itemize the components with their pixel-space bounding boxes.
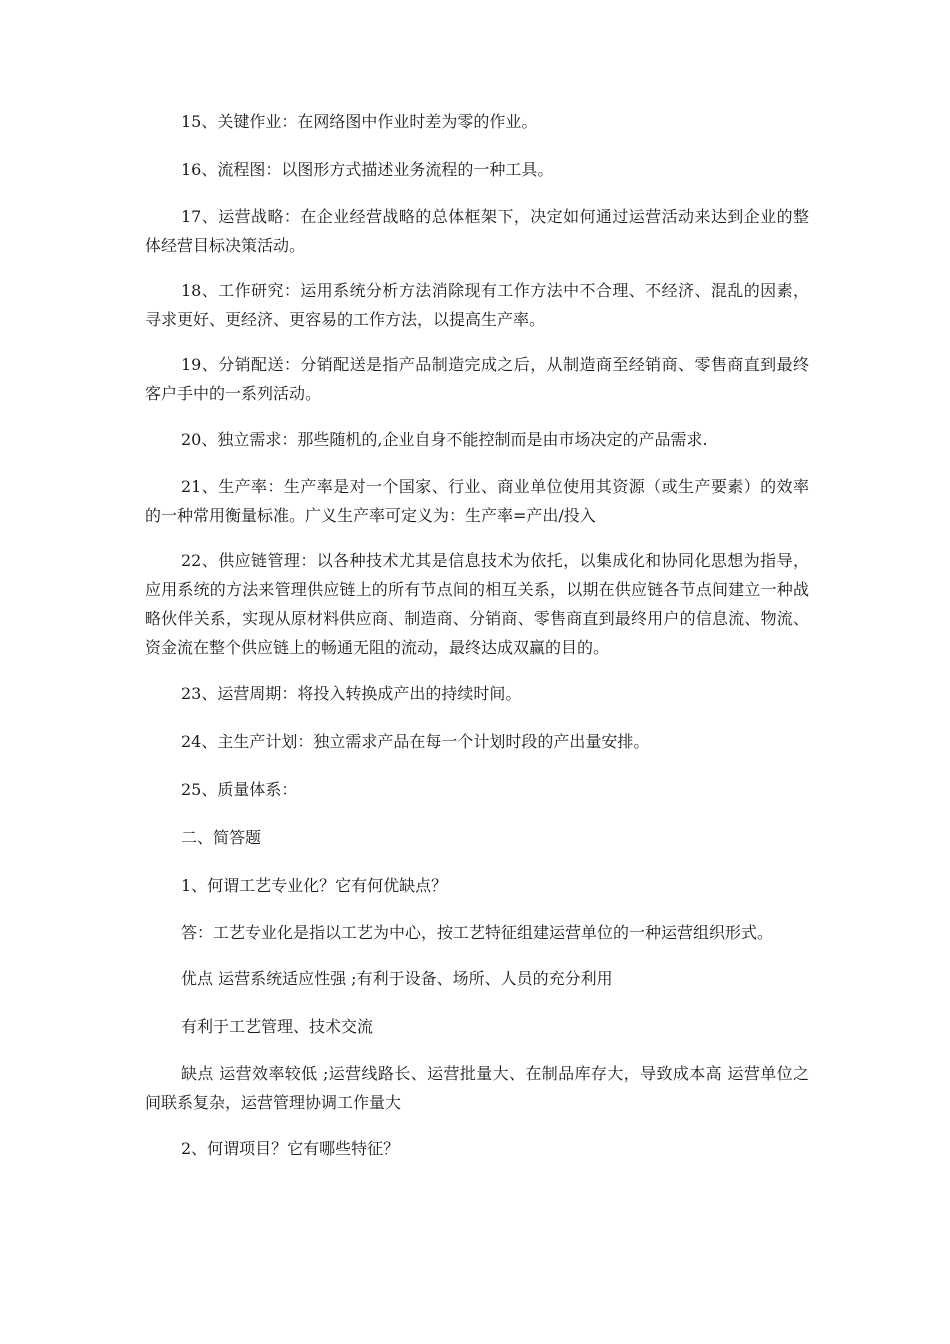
question-1: 1、何谓工艺专业化？它有何优缺点？ <box>181 876 448 895</box>
question-2: 2、何谓项目？它有哪些特征？ <box>181 1139 400 1158</box>
answer-1: 答：工艺专业化是指以工艺为中心，按工艺特征组建运营单位的一种运营组织形式。 <box>181 923 774 942</box>
section-heading-short-answer: 二、简答题 <box>181 828 262 847</box>
paragraph-term-22: 22、供应链管理：以各种技术尤其是信息技术为依托，以集成化和协同化思想为指导，应用系统的方法来管理供应链上的所有节点间的相互关系，以期在供应链各节点间建立一种战略伙伴关系，实现从原材料供应商、制造商、分销商、零售商直到最终用户的信息流、物流、资金流在整个供应链上的畅通无阻的流动，最终达成双赢的目的。 <box>145 551 809 657</box>
paragraph-term-19: 19、分销配送：分销配送是指产品制造完成之后，从制造商至经销商、零售商直到最终客户手中的一系列活动。 <box>145 355 809 403</box>
paragraph-term-18: 18、工作研究：运用系统分析方法消除现有工作方法中不合理、不经济、混乱的因素，寻求更好、更经济、更容易的工作方法，以提高生产率。 <box>145 281 809 329</box>
answer-1-advantages-cont: 有利于工艺管理、技术交流 <box>181 1017 374 1036</box>
paragraph-term-21: 21、生产率：生产率是对一个国家、行业、商业单位使用其资源（或生产要素）的效率的一种常用衡量标准。广义生产率可定义为：生产率=产出/投入 <box>145 477 809 525</box>
paragraph-term-15: 15、关键作业：在网络图中作业时差为零的作业。 <box>181 112 538 131</box>
answer-1-advantages: 优点 运营系统适应性强 ;有利于设备、场所、人员的充分利用 <box>181 969 613 988</box>
paragraph-term-23: 23、运营周期：将投入转换成产出的持续时间。 <box>181 684 522 703</box>
paragraph-term-25: 25、质量体系： <box>181 780 298 799</box>
paragraph-term-24: 24、主生产计划：独立需求产品在每一个计划时段的产出量安排。 <box>181 732 650 751</box>
paragraph-term-17: 17、运营战略：在企业经营战略的总体框架下，决定如何通过运营活动来达到企业的整体经营目标决策活动。 <box>145 207 809 255</box>
paragraph-term-16: 16、流程图：以图形方式描述业务流程的一种工具。 <box>181 160 554 179</box>
document-page <box>145 106 809 1181</box>
paragraph-term-20: 20、独立需求：那些随机的,企业自身不能控制而是由市场决定的产品需求. <box>181 430 708 449</box>
answer-1-disadvantages: 缺点 运营效率较低 ;运营线路长、运营批量大、在制品库存大，导致成本高 运营单位之间联系复杂，运营管理协调工作量大 <box>145 1064 809 1112</box>
